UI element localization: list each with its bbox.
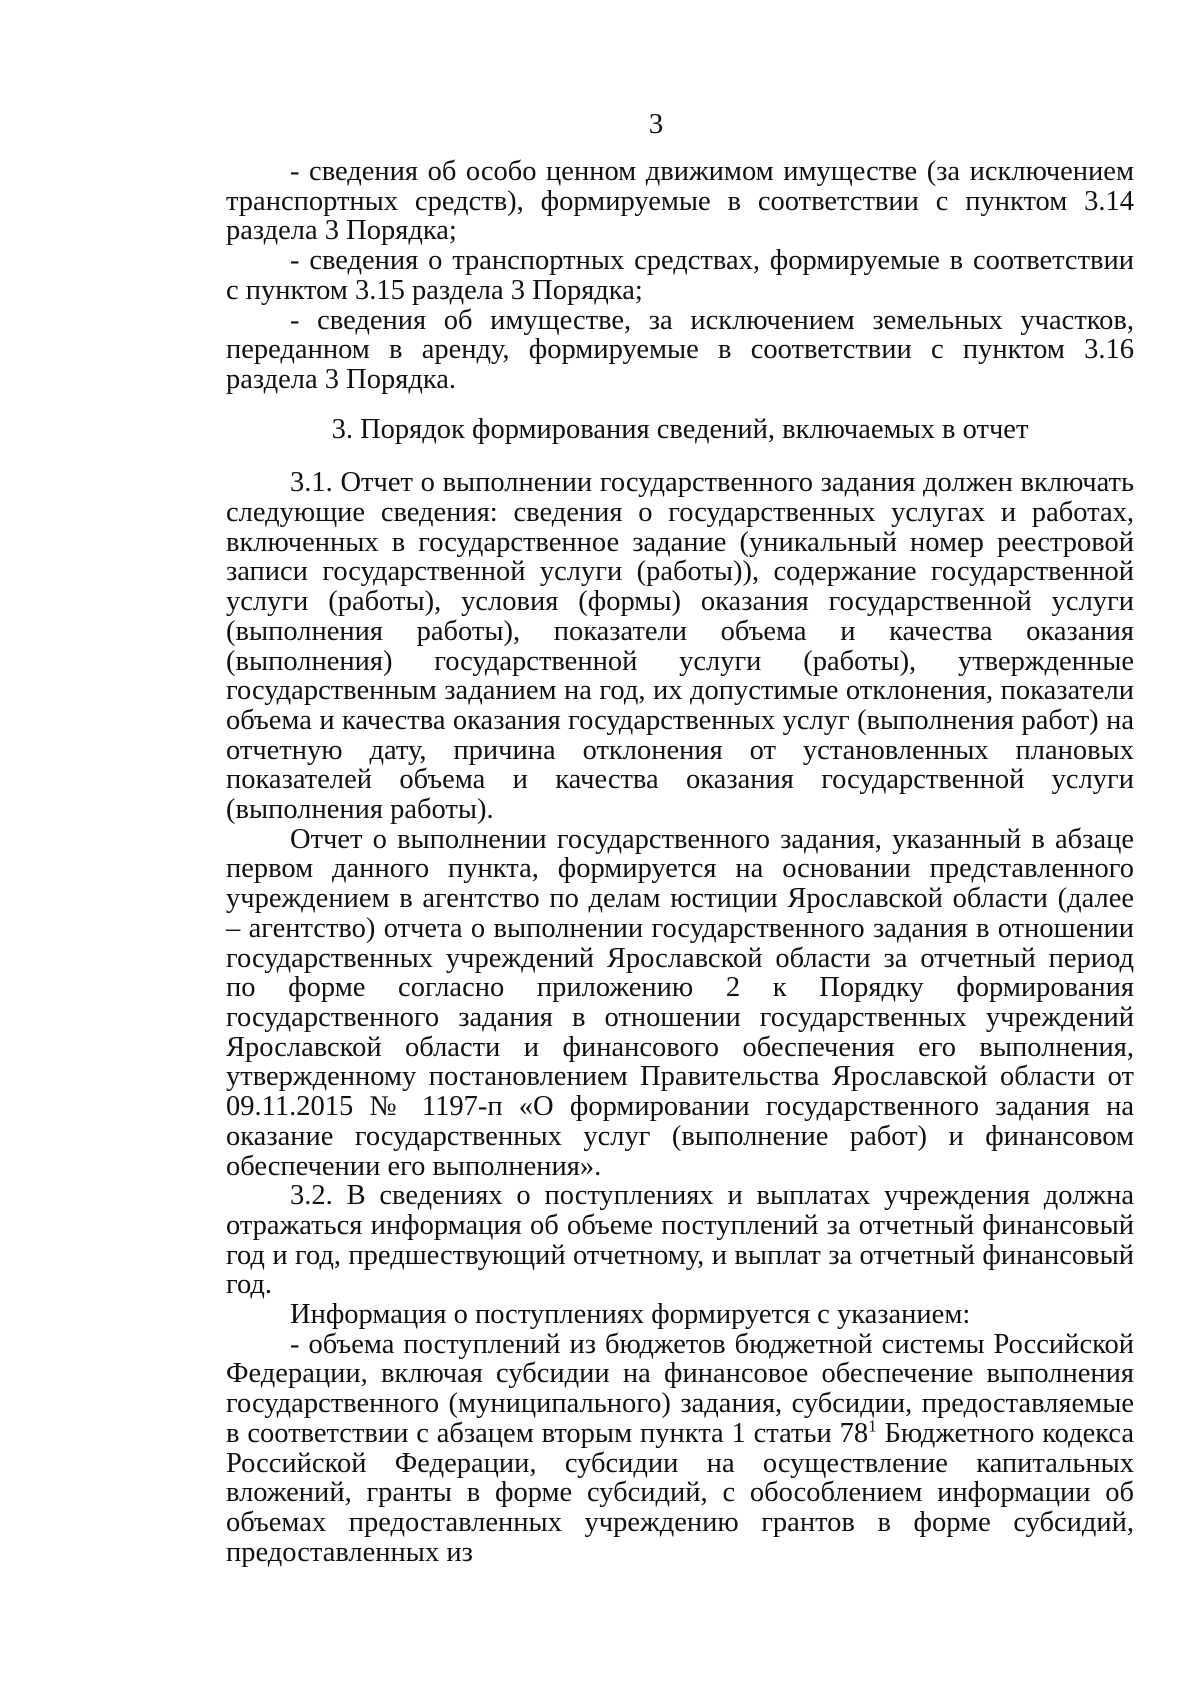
superscript-article-number: 1	[868, 1416, 877, 1436]
paragraph-budget-receipts-part1: - объема поступлений из бюджетов бюджетной системы Российской Федерации, включая субсидии на финансовое обеспечение выполнения государственного (муниципального) задания, субсидии, предоставляемые в соответствии с абзацем вторым пункта 1 статьи 78	[226, 1328, 1134, 1449]
paragraph-receipts-info: Информация о поступлениях формируется с указанием:	[290, 1299, 971, 1331]
paragraph-report-basis: Отчет о выполнении государственного задания, указанный в абзаце первом данного пункта, формируется на основании представленного учреждением в агентство по делам юстиции Ярославской области (далее – агентство) отчета о выполнении государственного задания в отношении государственных учреждений Ярославской области за отчетный период по форме согласно приложению 2 к Порядку формирования государственного задания в отношении государственных учреждений Ярославской области и финансового обеспечения его выполнения, утвержденному постановлением Правительства Ярославской области от 09.11.2015 № 1197-п «О формировании государственного задания на оказание государственных услуг (выполнение работ) и финансовом обеспечении его выполнения».	[226, 823, 1134, 1182]
paragraph-3-2: 3.2. В сведениях о поступлениях и выплатах учреждения должна отражаться информация об объеме поступлений за отчетный финансовый год и год, предшествующий отчетному, и выплат за отчетный финансовый год.	[226, 1180, 1134, 1301]
paragraph-budget-receipts-part2: Бюджетного кодекса Российской Федерации, субсидии на осуществление капитальных вложений, гранты в форме субсидий, с обособлением информации об объемах предоставленных учреждению грантов в форме субсидий, предоставленных из	[226, 1417, 1134, 1568]
paragraph-leased-property: - сведения об имуществе, за исключением земельных участков, переданном в аренду, формируемые в соответствии с пунктом 3.16 раздела 3 Порядка.	[226, 304, 1134, 395]
paragraph-vehicles: - сведения о транспортных средствах, формируемые в соответствии с пунктом 3.15 раздела 3 Порядка;	[226, 245, 1134, 306]
document-body	[226, 157, 1134, 1567]
page-number: 3	[648, 108, 664, 140]
paragraph-budget-receipts	[226, 1330, 1134, 1568]
section-heading: 3. Порядок формирования сведений, включаемых в отчет	[331, 413, 1029, 445]
paragraph-valuable-property: - сведения об особо ценном движимом имуществе (за исключением транспортных средств), формируемые в соответствии с пунктом 3.14 раздела 3 Порядка;	[226, 156, 1134, 247]
paragraph-3-1: 3.1. Отчет о выполнении государственного задания должен включать следующие сведения: сведения о государственных услугах и работах, включенных в государственное задание (уникальный номер реестровой записи государственной услуги (работы)), содержание государственной услуги (работы), условия (формы) оказания государственной услуги (выполнения работы), показатели объема и качества оказания (выполнения) государственной услуги (работы), утвержденные государственным заданием на год, их допустимые отклонения, показатели объема и качества оказания государственных услуг (выполнения работ) на отчетную дату, причина отклонения от установленных плановых показателей объема и качества оказания государственной услуги (выполнения работы).	[226, 467, 1134, 826]
